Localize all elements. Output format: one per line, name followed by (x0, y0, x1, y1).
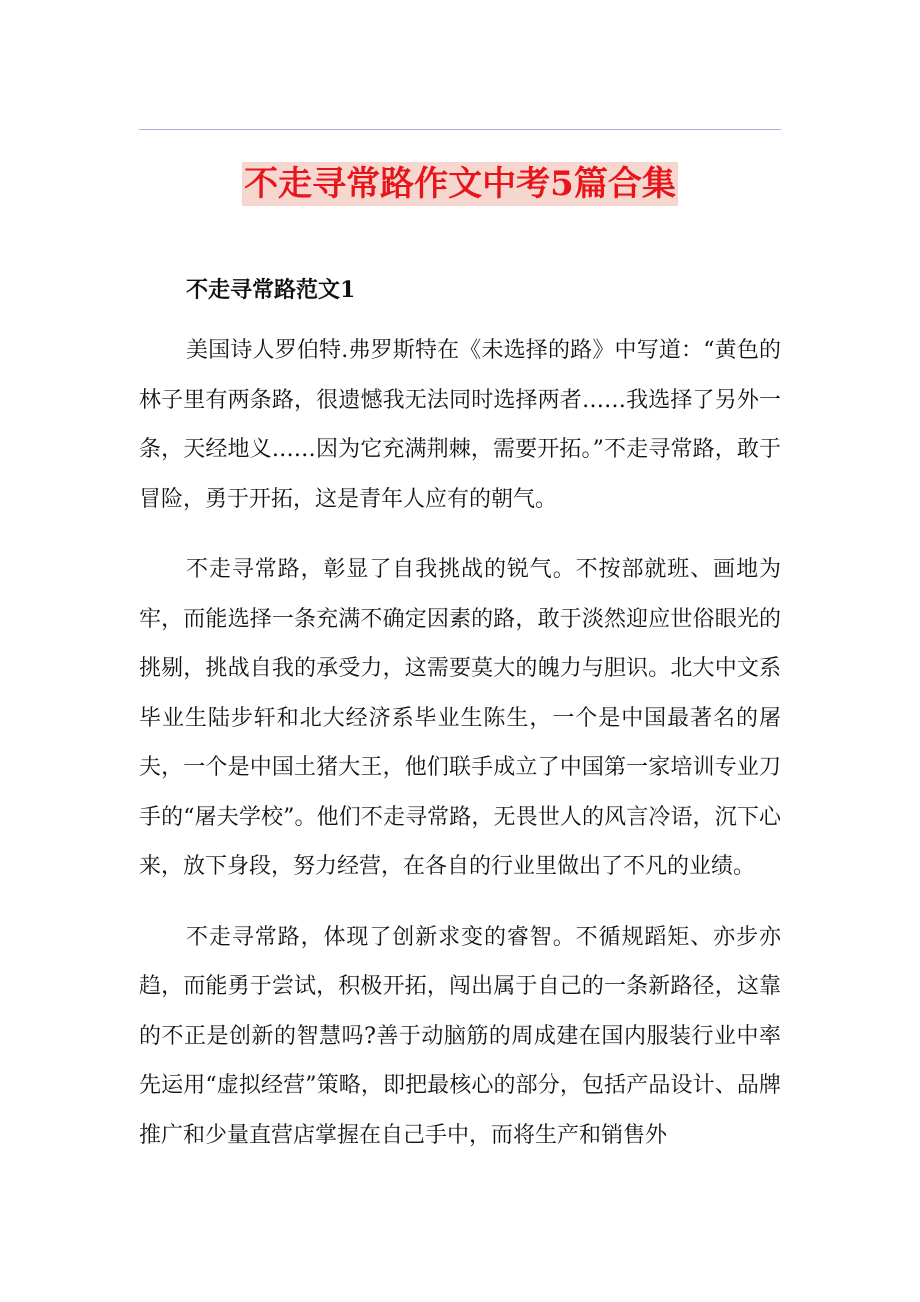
header-divider (139, 129, 781, 130)
section-heading: 不走寻常路范文1 (186, 277, 356, 303)
paragraph-3: 不走寻常路，体现了创新求变的睿智。不循规蹈矩、亦步亦趋，而能勇于尝试，积极开拓，闯出属于自己的一条新路径，这靠的不正是创新的智慧吗?善于动脑筋的周成建在国内服装行业中率先运用“虚拟经营”策略，即把最核心的部分，包括产品设计、品牌推广和少量直营店掌握在自己手中，而将生产和销售外 (139, 924, 781, 1148)
document-title: 不走寻常路作文中考5篇合集 (244, 164, 676, 204)
paragraph-1: 美国诗人罗伯特.弗罗斯特在《未选择的路》中写道：“黄色的林子里有两条路，很遗憾我无法同时选择两者……我选择了另外一条，天经地义……因为它充满荆棘，需要开拓。”不走寻常路，敢于冒险，勇于开拓，这是青年人应有的朝气。 (139, 338, 781, 512)
title-container (0, 162, 920, 206)
paragraph-2: 不走寻常路，彰显了自我挑战的锐气。不按部就班、画地为牢，而能选择一条充满不确定因素的路，敢于淡然迎应世俗眼光的挑剔，挑战自我的承受力，这需要莫大的魄力与胆识。北大中文系毕业生陆步轩和北大经济系毕业生陈生，一个是中国最著名的屠夫，一个是中国土猪大王，他们联手成立了中国第一家培训专业刀手的“屠夫学校”。他们不走寻常路，无畏世人的风言冷语，沉下心来，放下身段，努力经营，在各自的行业里做出了不凡的业绩。 (139, 557, 781, 879)
document-body (139, 270, 781, 1181)
